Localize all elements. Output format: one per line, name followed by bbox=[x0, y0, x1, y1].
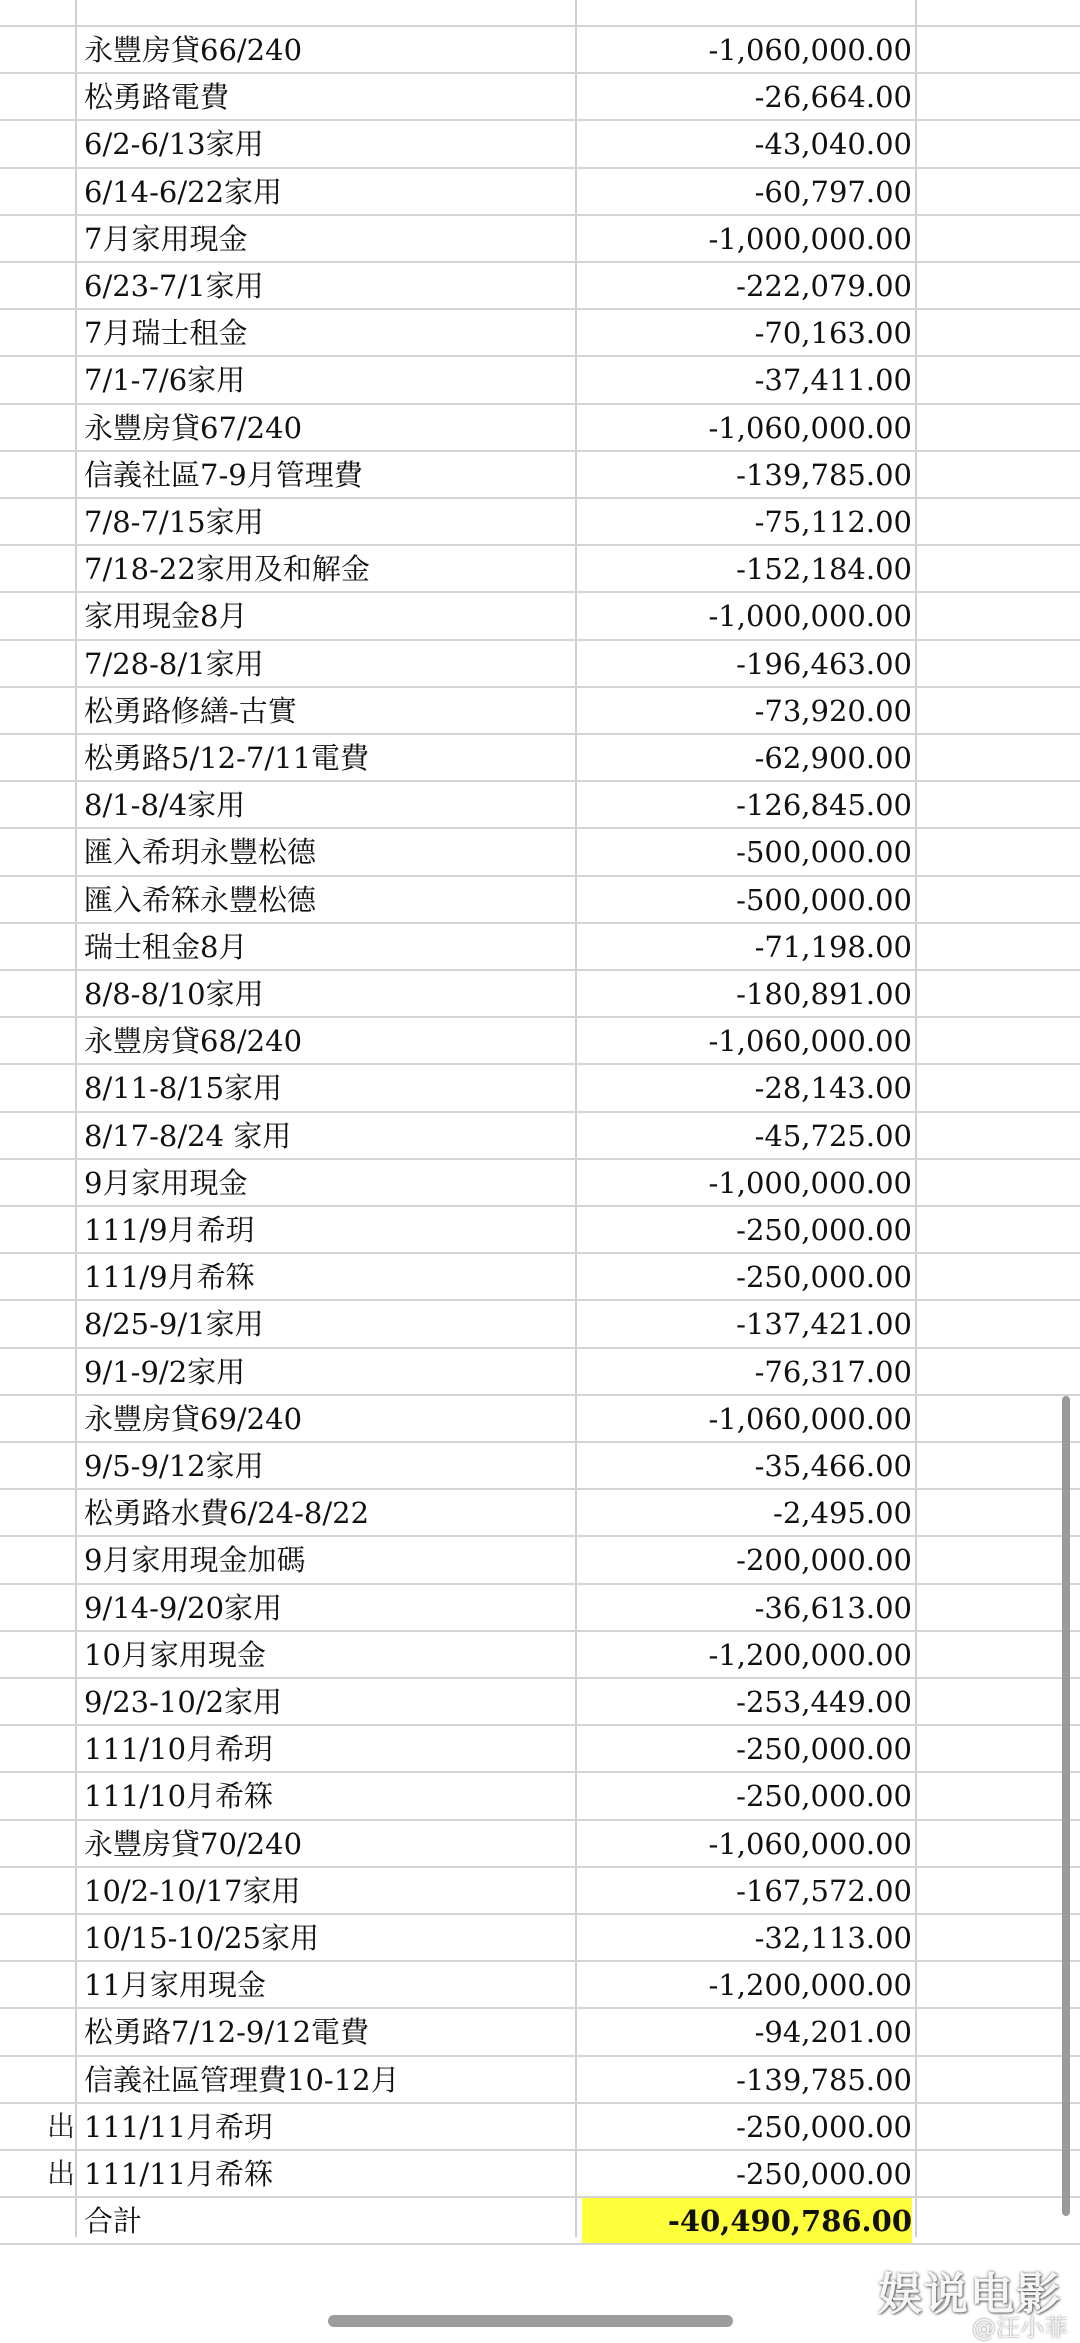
cell-amount[interactable]: -45,725.00 bbox=[754, 1118, 912, 1153]
total-row[interactable] bbox=[0, 2198, 1080, 2245]
table-row[interactable] bbox=[0, 1113, 1080, 1160]
table-row[interactable] bbox=[0, 1065, 1080, 1112]
table-row[interactable] bbox=[0, 27, 1080, 74]
cell-amount[interactable]: -75,112.00 bbox=[754, 505, 912, 539]
cell-a[interactable] bbox=[0, 688, 75, 733]
table-row[interactable] bbox=[0, 1962, 1080, 2009]
cell-amount[interactable]: -36,613.00 bbox=[754, 1590, 912, 1625]
cell-item[interactable]: 信義社區7-9月管理費 bbox=[84, 457, 363, 492]
cell-item[interactable]: 111/9月希箖 bbox=[84, 1260, 255, 1295]
cell-item[interactable]: 7月瑞士租金 bbox=[84, 316, 248, 351]
cell-amount[interactable]: -26,664.00 bbox=[754, 80, 912, 115]
cell-item[interactable] bbox=[84, 0, 574, 25]
table-row[interactable] bbox=[0, 169, 1080, 216]
table-row[interactable] bbox=[0, 1443, 1080, 1490]
table-row[interactable] bbox=[0, 405, 1080, 452]
table-row[interactable] bbox=[0, 2057, 1080, 2104]
cell-a[interactable] bbox=[0, 169, 75, 214]
cell-item[interactable]: 111/10月希玥 bbox=[84, 1732, 274, 1767]
weibo-handle: @汪小菲 bbox=[972, 2314, 1068, 2342]
cell-amount[interactable]: -2,495.00 bbox=[773, 1496, 912, 1531]
cell-a[interactable] bbox=[0, 310, 75, 355]
cell-item[interactable]: 松勇路電費 bbox=[84, 80, 230, 115]
cell-item[interactable]: 9/14-9/20家用 bbox=[84, 1590, 283, 1625]
table-row[interactable] bbox=[0, 121, 1080, 168]
cell-item[interactable]: 6/23-7/1家用 bbox=[84, 269, 264, 303]
table-row[interactable] bbox=[0, 1585, 1080, 1632]
cell-item[interactable]: 9/5-9/12家用 bbox=[84, 1449, 264, 1483]
cell-item[interactable]: 6/14-6/22家用 bbox=[84, 174, 283, 209]
cell-item[interactable]: 永豐房貸68/240 bbox=[84, 1024, 303, 1059]
table-row[interactable] bbox=[0, 1018, 1080, 1065]
table-row[interactable] bbox=[0, 1349, 1080, 1396]
cell-item[interactable]: 7月家用現金 bbox=[84, 221, 248, 256]
table-row[interactable] bbox=[0, 782, 1080, 829]
cell-item[interactable]: 10/2-10/17家用 bbox=[84, 1873, 301, 1908]
cell-amount[interactable]: -139,785.00 bbox=[736, 2062, 912, 2097]
cell-amount[interactable]: -139,785.00 bbox=[736, 457, 912, 492]
cell-amount[interactable]: -1,000,000.00 bbox=[708, 599, 912, 634]
cell-amount[interactable]: -1,200,000.00 bbox=[708, 1968, 912, 2003]
cell-amount[interactable]: -35,466.00 bbox=[754, 1449, 912, 1483]
table-row[interactable] bbox=[0, 1254, 1080, 1301]
cell-amount[interactable]: -250,000.00 bbox=[736, 1213, 912, 1247]
cell-amount[interactable]: -250,000.00 bbox=[736, 1260, 912, 1295]
cell-amount[interactable]: -500,000.00 bbox=[736, 882, 912, 917]
table-row-cut-top[interactable] bbox=[0, 0, 1080, 27]
table-row[interactable] bbox=[0, 74, 1080, 121]
cell-a[interactable] bbox=[0, 2009, 75, 2054]
cell-amount[interactable]: -32,113.00 bbox=[754, 1921, 912, 1955]
cell-amount[interactable]: -76,317.00 bbox=[754, 1354, 912, 1389]
cell-a[interactable] bbox=[0, 1962, 75, 2007]
cell-a[interactable] bbox=[0, 2198, 75, 2243]
cell-item[interactable]: 9月家用現金 bbox=[84, 1165, 248, 1200]
cell-item[interactable]: 匯入希玥永豐松德 bbox=[84, 835, 317, 870]
cell-a[interactable] bbox=[0, 74, 75, 119]
cell-item[interactable]: 111/11月希箖 bbox=[84, 2157, 274, 2191]
cell-amount[interactable]: -250,000.00 bbox=[736, 2109, 912, 2144]
cell-a[interactable] bbox=[0, 1207, 75, 1252]
cell-amount[interactable]: -200,000.00 bbox=[736, 1543, 912, 1578]
table-row[interactable] bbox=[0, 310, 1080, 357]
cell-a[interactable] bbox=[0, 1065, 75, 1110]
cell-a[interactable] bbox=[0, 1301, 75, 1346]
cell-a[interactable] bbox=[0, 1821, 75, 1866]
home-indicator[interactable] bbox=[328, 2315, 733, 2327]
cell-amount[interactable]: -1,060,000.00 bbox=[708, 410, 912, 445]
table-row[interactable] bbox=[0, 1679, 1080, 1726]
table-row[interactable] bbox=[0, 971, 1080, 1018]
cell-amount[interactable]: -1,200,000.00 bbox=[708, 1637, 912, 1672]
table-row[interactable] bbox=[0, 641, 1080, 688]
cell-a[interactable] bbox=[0, 499, 75, 544]
cell-amount[interactable]: -222,079.00 bbox=[736, 269, 912, 303]
cell-a[interactable] bbox=[0, 121, 75, 166]
cell-a[interactable] bbox=[0, 641, 75, 686]
cell-a[interactable] bbox=[0, 1490, 75, 1535]
table-row[interactable] bbox=[0, 593, 1080, 640]
cell-item[interactable]: 10月家用現金 bbox=[84, 1637, 266, 1672]
total-amount[interactable]: -40,490,786.00 bbox=[582, 2198, 912, 2243]
table-row[interactable] bbox=[0, 2151, 1080, 2198]
cell-a[interactable] bbox=[0, 1443, 75, 1488]
cell-a[interactable] bbox=[0, 27, 75, 72]
cell-amount[interactable]: -1,060,000.00 bbox=[708, 1826, 912, 1861]
cell-amount[interactable]: -71,198.00 bbox=[754, 929, 912, 964]
table-row[interactable] bbox=[0, 452, 1080, 499]
cell-a[interactable] bbox=[0, 924, 75, 969]
cell-a[interactable] bbox=[0, 1349, 75, 1394]
cell-amount[interactable]: -43,040.00 bbox=[754, 127, 912, 162]
table-row[interactable] bbox=[0, 2009, 1080, 2056]
cell-a[interactable] bbox=[0, 1585, 75, 1630]
cell-amount[interactable]: -1,060,000.00 bbox=[708, 1401, 912, 1436]
cell-amount[interactable]: -70,163.00 bbox=[754, 316, 912, 351]
cell-a[interactable] bbox=[0, 405, 75, 450]
cell-item[interactable]: 松勇路水費6/24-8/22 bbox=[84, 1496, 370, 1531]
cell-item[interactable]: 9/23-10/2家用 bbox=[84, 1685, 283, 1719]
table-row[interactable] bbox=[0, 1915, 1080, 1962]
cell-item[interactable]: 9/1-9/2家用 bbox=[84, 1354, 246, 1389]
table-row[interactable] bbox=[0, 1537, 1080, 1584]
cell-a[interactable] bbox=[0, 735, 75, 780]
cell-item[interactable]: 11月家用現金 bbox=[84, 1968, 266, 2003]
cell-a[interactable] bbox=[0, 452, 75, 497]
cell-item[interactable]: 8/17-8/24 家用 bbox=[84, 1118, 292, 1153]
cell-a[interactable] bbox=[0, 971, 75, 1016]
cell-a[interactable] bbox=[0, 1632, 75, 1677]
cell-item[interactable]: 10/15-10/25家用 bbox=[84, 1921, 319, 1955]
table-row[interactable] bbox=[0, 877, 1080, 924]
cell-amount[interactable]: -126,845.00 bbox=[736, 788, 912, 823]
cell-item[interactable]: 松勇路5/12-7/11電費 bbox=[84, 741, 370, 775]
cell-item[interactable]: 9月家用現金加碼 bbox=[84, 1543, 306, 1578]
table-row[interactable] bbox=[0, 1301, 1080, 1348]
table-row[interactable] bbox=[0, 1396, 1080, 1443]
cell-a[interactable] bbox=[0, 1726, 75, 1771]
cell-amount[interactable]: -253,449.00 bbox=[736, 1685, 912, 1719]
cell-amount[interactable]: -37,411.00 bbox=[754, 363, 912, 398]
cell-item[interactable]: 111/10月希箖 bbox=[84, 1779, 274, 1814]
cell-amount[interactable]: -73,920.00 bbox=[754, 693, 912, 728]
cell-a[interactable] bbox=[0, 877, 75, 922]
cell-item[interactable]: 6/2-6/13家用 bbox=[84, 127, 264, 162]
cell-item[interactable]: 8/8-8/10家用 bbox=[84, 977, 264, 1011]
table-row[interactable] bbox=[0, 1207, 1080, 1254]
cell-item[interactable]: 永豐房貸66/240 bbox=[84, 33, 303, 67]
cell-amount[interactable]: -94,201.00 bbox=[754, 2015, 912, 2050]
vertical-scrollbar[interactable] bbox=[1062, 1396, 1070, 2216]
cell-item[interactable]: 松勇路7/12-9/12電費 bbox=[84, 2015, 370, 2050]
cell-amount[interactable]: -250,000.00 bbox=[736, 1779, 912, 1814]
table-row[interactable] bbox=[0, 1726, 1080, 1773]
cell-amount[interactable]: -152,184.00 bbox=[736, 552, 912, 587]
cell-item[interactable]: 瑞士租金8月 bbox=[84, 929, 248, 964]
cell-a[interactable] bbox=[0, 829, 75, 874]
cell-item[interactable]: 7/28-8/1家用 bbox=[84, 646, 264, 681]
cell-amount[interactable] bbox=[582, 0, 912, 25]
total-label[interactable]: 合計 bbox=[84, 2204, 143, 2239]
cell-a[interactable] bbox=[0, 1396, 75, 1441]
cell-a[interactable] bbox=[0, 1160, 75, 1205]
cell-a[interactable] bbox=[0, 1773, 75, 1818]
cell-item[interactable]: 匯入希箖永豐松德 bbox=[84, 882, 317, 917]
cell-amount[interactable]: -196,463.00 bbox=[736, 646, 912, 681]
cell-amount[interactable]: -60,797.00 bbox=[754, 174, 912, 209]
table-row[interactable] bbox=[0, 2104, 1080, 2151]
table-row[interactable] bbox=[0, 829, 1080, 876]
table-row[interactable] bbox=[0, 735, 1080, 782]
cell-amount[interactable]: -167,572.00 bbox=[736, 1873, 912, 1908]
cell-a[interactable] bbox=[0, 0, 75, 25]
cell-a[interactable] bbox=[0, 1537, 75, 1582]
table-row[interactable] bbox=[0, 263, 1080, 310]
table-row[interactable] bbox=[0, 1821, 1080, 1868]
cell-amount[interactable]: -1,000,000.00 bbox=[708, 221, 912, 256]
cell-a[interactable] bbox=[0, 546, 75, 591]
watermark-text: 娱说电影 bbox=[878, 2269, 1062, 2320]
cell-a[interactable] bbox=[0, 782, 75, 827]
cell-amount[interactable]: -1,060,000.00 bbox=[708, 1024, 912, 1059]
cell-a[interactable] bbox=[0, 1915, 75, 1960]
cell-item[interactable]: 信義社區管理費10-12月 bbox=[84, 2062, 400, 2097]
cell-a[interactable] bbox=[0, 1254, 75, 1299]
table-row[interactable] bbox=[0, 1868, 1080, 1915]
cell-amount[interactable]: -1,000,000.00 bbox=[708, 1165, 912, 1200]
table-row[interactable] bbox=[0, 357, 1080, 404]
cell-a[interactable] bbox=[0, 357, 75, 402]
cell-item[interactable]: 111/9月希玥 bbox=[84, 1213, 255, 1247]
cell-amount[interactable]: -28,143.00 bbox=[754, 1071, 912, 1106]
cell-item[interactable]: 111/11月希玥 bbox=[84, 2109, 274, 2144]
table-row[interactable] bbox=[0, 688, 1080, 735]
cell-item[interactable]: 永豐房貸70/240 bbox=[84, 1826, 303, 1861]
table-row[interactable] bbox=[0, 216, 1080, 263]
cell-item[interactable]: 7/1-7/6家用 bbox=[84, 363, 246, 398]
cell-a[interactable] bbox=[0, 1679, 75, 1724]
cell-a[interactable] bbox=[0, 1113, 75, 1158]
table-row[interactable] bbox=[0, 1773, 1080, 1820]
cell-amount[interactable]: -250,000.00 bbox=[736, 1732, 912, 1767]
table-row[interactable] bbox=[0, 1160, 1080, 1207]
cell-a[interactable] bbox=[0, 263, 75, 308]
cell-a[interactable] bbox=[0, 216, 75, 261]
cell-item[interactable]: 松勇路修繕-古實 bbox=[84, 693, 297, 728]
cell-amount[interactable]: -180,891.00 bbox=[736, 977, 912, 1011]
cell-a[interactable] bbox=[0, 2057, 75, 2102]
cell-item[interactable]: 8/11-8/15家用 bbox=[84, 1071, 283, 1106]
cell-amount[interactable]: -137,421.00 bbox=[736, 1307, 912, 1342]
table-row[interactable] bbox=[0, 499, 1080, 546]
cell-amount[interactable]: -1,060,000.00 bbox=[708, 33, 912, 67]
cell-amount[interactable]: -250,000.00 bbox=[736, 2157, 912, 2191]
cell-a[interactable]: 出 bbox=[46, 2157, 75, 2190]
cell-item[interactable]: 7/18-22家用及和解金 bbox=[84, 552, 370, 587]
table-row[interactable] bbox=[0, 1490, 1080, 1537]
cell-a[interactable] bbox=[0, 593, 75, 638]
cell-a[interactable] bbox=[0, 1868, 75, 1913]
table-row[interactable] bbox=[0, 546, 1080, 593]
cell-item[interactable]: 永豐房貸69/240 bbox=[84, 1401, 303, 1436]
table-row[interactable] bbox=[0, 924, 1080, 971]
cell-a[interactable]: 出 bbox=[46, 2109, 75, 2143]
cell-a[interactable] bbox=[0, 1018, 75, 1063]
cell-amount[interactable]: -500,000.00 bbox=[736, 835, 912, 870]
cell-item[interactable]: 7/8-7/15家用 bbox=[84, 505, 264, 539]
cell-item[interactable]: 永豐房貸67/240 bbox=[84, 410, 303, 445]
table-row[interactable] bbox=[0, 1632, 1080, 1679]
cell-item[interactable]: 8/25-9/1家用 bbox=[84, 1307, 264, 1342]
cell-item[interactable]: 8/1-8/4家用 bbox=[84, 788, 246, 823]
cell-amount[interactable]: -62,900.00 bbox=[754, 741, 912, 775]
cell-item[interactable]: 家用現金8月 bbox=[84, 599, 248, 634]
